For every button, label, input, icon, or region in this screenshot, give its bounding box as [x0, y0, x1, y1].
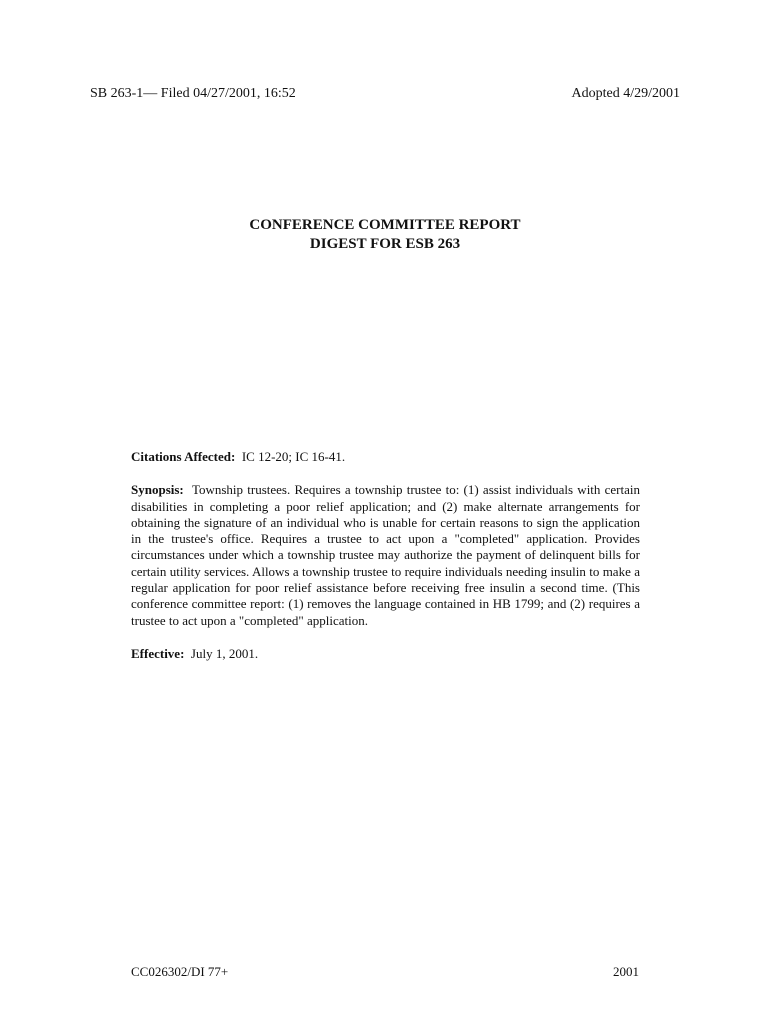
citations-text: IC 12-20; IC 16-41.	[241, 449, 346, 464]
digest-body	[131, 449, 640, 679]
effective-label: Effective:	[131, 645, 185, 661]
synopsis-label: Synopsis:	[131, 482, 184, 498]
synopsis-paragraph	[131, 482, 640, 629]
effective-text: July 1, 2001.	[190, 645, 259, 661]
effective-paragraph	[131, 646, 640, 662]
document-year: 2001	[613, 964, 639, 979]
title-line-1: CONFERENCE COMMITTEE REPORT	[249, 217, 521, 233]
citations-paragraph	[131, 449, 640, 465]
report-title	[0, 216, 770, 254]
synopsis-text: Township trustees. Requires a township trustee to: (1) assist individuals with certain disabilities in completing a poor relief application; and (2) make alternate arrangements for obtaining the signature of an individual who is unable for certain reasons to sign the application in the trustee's office. Requires a trustee to act upon a "completed" application. Provides circumstances under which a township trustee may authorize the payment of delinquent bills for certain utility services. Allows a township trustee to require individuals needing insulin to make a regular application for poor relief assistance before receiving free insulin a second time. (This conference committee report: (1) removes the language contained in HB 1799; and (2) requires a trustee to act upon a "completed" application.	[131, 482, 640, 628]
title-line-2: DIGEST FOR ESB 263	[309, 236, 461, 252]
adoption-date: Adopted 4/29/2001	[571, 86, 680, 101]
citations-label: Citations Affected:	[131, 449, 236, 464]
filing-info: SB 263-1— Filed 04/27/2001, 16:52	[90, 86, 296, 101]
document-code: CC026302/DI 77+	[131, 964, 229, 979]
